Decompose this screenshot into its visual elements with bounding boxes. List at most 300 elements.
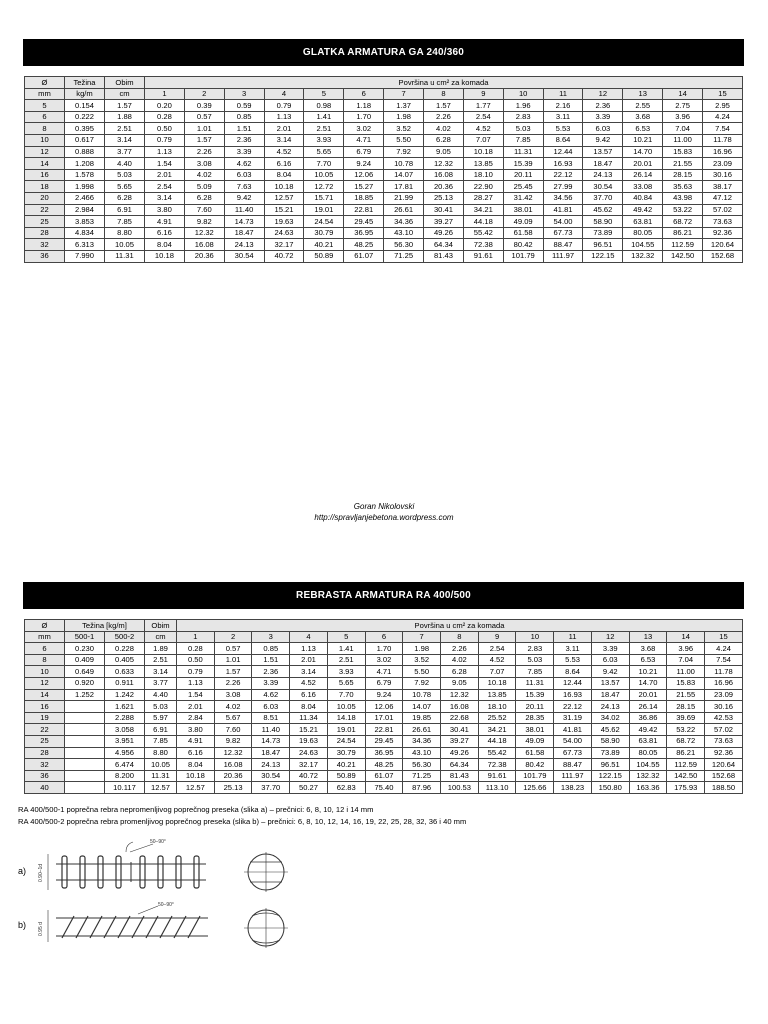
table-cell: 62.83 bbox=[327, 782, 365, 794]
table2-title: REBRASTA ARMATURA RA 400/500 bbox=[296, 590, 471, 601]
table-cell: 12.57 bbox=[177, 782, 215, 794]
table-cell: 28.15 bbox=[663, 169, 703, 181]
table-row bbox=[25, 677, 743, 689]
table-cell: 11.00 bbox=[667, 666, 705, 678]
table-cell: 0.28 bbox=[177, 643, 215, 655]
table-cell: 1.96 bbox=[503, 100, 543, 112]
table-cell: 13.85 bbox=[478, 689, 516, 701]
table-cell: 61.58 bbox=[516, 747, 554, 759]
table-cell: 67.73 bbox=[543, 227, 583, 239]
table-row bbox=[25, 169, 743, 181]
table-cell: 40.21 bbox=[304, 239, 344, 251]
table-cell: 1.41 bbox=[327, 643, 365, 655]
table-cell: 4.40 bbox=[105, 158, 145, 170]
table-cell: 4.02 bbox=[441, 654, 479, 666]
table1-count-header: 13 bbox=[623, 88, 663, 100]
table-cell: 36.95 bbox=[365, 747, 403, 759]
table-cell: 3.02 bbox=[344, 123, 384, 135]
table-cell: 81.43 bbox=[424, 250, 464, 262]
table-cell: 87.96 bbox=[403, 782, 441, 794]
cross-section-b bbox=[244, 908, 288, 948]
table-cell: 4.02 bbox=[214, 701, 252, 713]
diameter-cell: 20 bbox=[25, 192, 65, 204]
table-cell: 3.14 bbox=[145, 666, 177, 678]
table-cell: 111.97 bbox=[543, 250, 583, 262]
table-cell: 64.34 bbox=[441, 759, 479, 771]
table-row bbox=[25, 123, 743, 135]
table-cell: 3.11 bbox=[543, 111, 583, 123]
table-cell: 8.04 bbox=[264, 169, 304, 181]
table-cell: 14.73 bbox=[224, 216, 264, 228]
table-cell: 12.06 bbox=[365, 701, 403, 713]
table-cell: 50.89 bbox=[304, 250, 344, 262]
table-cell: 0.50 bbox=[145, 123, 185, 135]
table-cell: 68.72 bbox=[667, 735, 705, 747]
table-cell: 92.36 bbox=[703, 227, 743, 239]
table-row bbox=[25, 759, 743, 771]
table-cell: 1.70 bbox=[365, 643, 403, 655]
table-cell: 15.71 bbox=[304, 192, 344, 204]
table-cell: 20.01 bbox=[629, 689, 667, 701]
table-cell: 4.02 bbox=[424, 123, 464, 135]
table-cell: 0.617 bbox=[65, 134, 105, 146]
table2-count-header: 2 bbox=[214, 631, 252, 643]
table-cell: 11.40 bbox=[224, 204, 264, 216]
table-cell: 12.32 bbox=[184, 227, 224, 239]
table-cell: 6.16 bbox=[145, 227, 185, 239]
table-cell: 28.35 bbox=[516, 712, 554, 724]
table-cell: 34.36 bbox=[384, 216, 424, 228]
table2-count-header: 10 bbox=[516, 631, 554, 643]
table-cell: 26.14 bbox=[623, 169, 663, 181]
table-cell: 71.25 bbox=[384, 250, 424, 262]
table-cell: 61.58 bbox=[503, 227, 543, 239]
table-cell: 9.42 bbox=[224, 192, 264, 204]
table-cell: 0.98 bbox=[304, 100, 344, 112]
table-row bbox=[25, 747, 743, 759]
table-cell: 23.09 bbox=[705, 689, 743, 701]
table-cell: 1.998 bbox=[65, 181, 105, 193]
table-cell: 20.36 bbox=[214, 770, 252, 782]
table-cell: 49.26 bbox=[441, 747, 479, 759]
table-cell: 20.11 bbox=[516, 701, 554, 713]
table-row bbox=[25, 689, 743, 701]
table-cell bbox=[65, 724, 105, 736]
table-cell: 10.78 bbox=[384, 158, 424, 170]
table-cell: 49.42 bbox=[623, 204, 663, 216]
table-cell: 1.54 bbox=[177, 689, 215, 701]
table-row bbox=[25, 724, 743, 736]
table-cell: 2.54 bbox=[463, 111, 503, 123]
table-cell: 12.44 bbox=[543, 146, 583, 158]
table-cell bbox=[65, 701, 105, 713]
table-cell: 43.10 bbox=[384, 227, 424, 239]
table1-count-header: 1 bbox=[145, 88, 185, 100]
table-cell: 40.72 bbox=[290, 770, 328, 782]
table-cell: 2.51 bbox=[105, 123, 145, 135]
table-cell: 1.578 bbox=[65, 169, 105, 181]
table-cell: 44.18 bbox=[463, 216, 503, 228]
table-cell: 55.42 bbox=[478, 747, 516, 759]
table-cell: 5.65 bbox=[105, 181, 145, 193]
table-cell: 3.08 bbox=[214, 689, 252, 701]
table-cell: 63.81 bbox=[623, 216, 663, 228]
table-cell: 17.01 bbox=[365, 712, 403, 724]
table2-count-header: 5 bbox=[327, 631, 365, 643]
table-cell: 15.27 bbox=[344, 181, 384, 193]
table-cell: 0.395 bbox=[65, 123, 105, 135]
table-cell: 12.44 bbox=[554, 677, 592, 689]
table-row bbox=[25, 100, 743, 112]
table-cell: 25.13 bbox=[424, 192, 464, 204]
table-row bbox=[25, 701, 743, 713]
table-cell: 0.230 bbox=[65, 643, 105, 655]
table-cell: 8.64 bbox=[554, 666, 592, 678]
table-cell: 42.53 bbox=[705, 712, 743, 724]
smooth-rebar-table bbox=[24, 76, 743, 263]
table-cell: 10.18 bbox=[145, 250, 185, 262]
table-cell: 3.93 bbox=[327, 666, 365, 678]
table-cell: 15.21 bbox=[290, 724, 328, 736]
table-cell: 111.97 bbox=[554, 770, 592, 782]
table-cell: 132.32 bbox=[623, 250, 663, 262]
table-cell: 12.57 bbox=[145, 782, 177, 794]
table-cell: 6.91 bbox=[145, 724, 177, 736]
table-cell: 28.27 bbox=[463, 192, 503, 204]
table1-weight-header: Težina bbox=[65, 77, 105, 89]
diameter-cell: 25 bbox=[25, 735, 65, 747]
table-cell: 3.68 bbox=[623, 111, 663, 123]
table-cell: 75.40 bbox=[365, 782, 403, 794]
table-cell: 36.95 bbox=[344, 227, 384, 239]
table1-count-header: 14 bbox=[663, 88, 703, 100]
table-cell: 6.313 bbox=[65, 239, 105, 251]
table-cell: 8.04 bbox=[290, 701, 328, 713]
table-cell: 11.78 bbox=[703, 134, 743, 146]
table-cell: 6.53 bbox=[629, 654, 667, 666]
table-cell: 2.36 bbox=[583, 100, 623, 112]
table-cell: 61.07 bbox=[344, 250, 384, 262]
table-cell: 7.85 bbox=[145, 735, 177, 747]
table-cell: 4.62 bbox=[252, 689, 290, 701]
table-cell: 1.54 bbox=[145, 158, 185, 170]
table-cell: 4.71 bbox=[344, 134, 384, 146]
table-cell: 0.79 bbox=[177, 666, 215, 678]
table-cell: 112.59 bbox=[667, 759, 705, 771]
table-cell: 1.89 bbox=[145, 643, 177, 655]
table-cell: 16.08 bbox=[214, 759, 252, 771]
table-cell: 16.08 bbox=[424, 169, 464, 181]
table-cell: 58.90 bbox=[583, 216, 623, 228]
table-cell: 2.16 bbox=[543, 100, 583, 112]
diameter-cell: 36 bbox=[25, 250, 65, 262]
table2-count-header: 12 bbox=[591, 631, 629, 643]
table-cell: 45.62 bbox=[591, 724, 629, 736]
table-cell: 24.63 bbox=[264, 227, 304, 239]
table1-weight-unit: kg/m bbox=[65, 88, 105, 100]
table-row bbox=[25, 712, 743, 724]
table2-weight-header: Težina [kg/m] bbox=[65, 620, 145, 632]
table-cell: 30.41 bbox=[424, 204, 464, 216]
table2-area-header: Površina u cm² za komada bbox=[177, 620, 743, 632]
table-cell: 4.52 bbox=[478, 654, 516, 666]
diameter-cell: 19 bbox=[25, 712, 65, 724]
diameter-cell: 14 bbox=[25, 689, 65, 701]
table-cell: 0.85 bbox=[224, 111, 264, 123]
table-cell: 43.10 bbox=[403, 747, 441, 759]
table-cell: 7.07 bbox=[478, 666, 516, 678]
table-cell: 4.956 bbox=[105, 747, 145, 759]
table-cell: 6.03 bbox=[583, 123, 623, 135]
figure-label-b: b) bbox=[18, 920, 27, 930]
table-cell: 38.01 bbox=[503, 204, 543, 216]
table-cell: 101.79 bbox=[503, 250, 543, 262]
table-cell: 3.14 bbox=[105, 134, 145, 146]
table-cell: 3.96 bbox=[663, 111, 703, 123]
table-cell: 2.95 bbox=[703, 100, 743, 112]
table-cell: 2.54 bbox=[478, 643, 516, 655]
table-cell: 45.62 bbox=[583, 204, 623, 216]
cross-section-a bbox=[244, 852, 288, 892]
table-cell: 19.63 bbox=[290, 735, 328, 747]
table-cell: 11.40 bbox=[252, 724, 290, 736]
table-cell: 21.55 bbox=[663, 158, 703, 170]
table-cell: 138.23 bbox=[554, 782, 592, 794]
table-cell: 16.93 bbox=[543, 158, 583, 170]
table-cell: 30.54 bbox=[252, 770, 290, 782]
table-cell: 7.60 bbox=[214, 724, 252, 736]
rebar-b-drawing bbox=[38, 902, 208, 942]
table-cell: 8.64 bbox=[543, 134, 583, 146]
table-cell: 12.72 bbox=[304, 181, 344, 193]
table-cell: 7.70 bbox=[327, 689, 365, 701]
table-cell: 34.56 bbox=[543, 192, 583, 204]
table-cell: 13.57 bbox=[583, 146, 623, 158]
table-row bbox=[25, 111, 743, 123]
table-cell: 104.55 bbox=[629, 759, 667, 771]
dimension-b: 0.95 d bbox=[38, 922, 44, 936]
table-cell: 23.09 bbox=[703, 158, 743, 170]
table-cell: 16.08 bbox=[441, 701, 479, 713]
table-cell: 20.36 bbox=[424, 181, 464, 193]
table-cell: 2.51 bbox=[145, 654, 177, 666]
table-cell: 18.47 bbox=[252, 747, 290, 759]
angle-label-b: 50–90° bbox=[158, 902, 174, 908]
table-cell: 1.208 bbox=[65, 158, 105, 170]
table-cell: 1.13 bbox=[177, 677, 215, 689]
table-cell: 6.474 bbox=[105, 759, 145, 771]
table-cell: 5.50 bbox=[403, 666, 441, 678]
table-cell: 2.83 bbox=[516, 643, 554, 655]
diameter-cell: 36 bbox=[25, 770, 65, 782]
diameter-cell: 28 bbox=[25, 227, 65, 239]
table-cell: 10.05 bbox=[304, 169, 344, 181]
table-cell: 9.24 bbox=[344, 158, 384, 170]
rebar-rib-figure bbox=[18, 832, 318, 962]
table-cell: 2.83 bbox=[503, 111, 543, 123]
table-cell: 1.70 bbox=[344, 111, 384, 123]
table-cell: 0.39 bbox=[184, 100, 224, 112]
table-cell: 10.18 bbox=[177, 770, 215, 782]
table-cell: 0.85 bbox=[252, 643, 290, 655]
table1-count-header: 6 bbox=[344, 88, 384, 100]
table-cell: 96.51 bbox=[583, 239, 623, 251]
table-cell: 8.04 bbox=[145, 239, 185, 251]
table-cell: 55.42 bbox=[463, 227, 503, 239]
table-cell: 0.228 bbox=[105, 643, 145, 655]
table-row bbox=[25, 666, 743, 678]
table-cell: 11.34 bbox=[290, 712, 328, 724]
table-cell: 104.55 bbox=[623, 239, 663, 251]
table-cell: 68.72 bbox=[663, 216, 703, 228]
table-cell: 35.63 bbox=[663, 181, 703, 193]
table-cell: 4.52 bbox=[290, 677, 328, 689]
table-cell: 26.14 bbox=[629, 701, 667, 713]
table-cell: 5.03 bbox=[145, 701, 177, 713]
table-cell: 38.17 bbox=[703, 181, 743, 193]
table-cell: 122.15 bbox=[591, 770, 629, 782]
table-cell: 30.16 bbox=[705, 701, 743, 713]
table-cell: 30.54 bbox=[224, 250, 264, 262]
table-cell: 8.80 bbox=[145, 747, 177, 759]
table-cell: 0.633 bbox=[105, 666, 145, 678]
table-cell: 2.36 bbox=[224, 134, 264, 146]
table-cell: 0.222 bbox=[65, 111, 105, 123]
table-cell: 4.62 bbox=[224, 158, 264, 170]
table-cell: 26.61 bbox=[403, 724, 441, 736]
table-cell: 17.81 bbox=[384, 181, 424, 193]
table-cell: 56.30 bbox=[384, 239, 424, 251]
table-cell: 1.51 bbox=[252, 654, 290, 666]
table-cell: 11.31 bbox=[503, 146, 543, 158]
table-cell: 4.24 bbox=[705, 643, 743, 655]
table-cell: 6.28 bbox=[424, 134, 464, 146]
table-cell: 16.93 bbox=[554, 689, 592, 701]
table2-weight1-unit: 500-1 bbox=[65, 631, 105, 643]
diameter-cell: 6 bbox=[25, 643, 65, 655]
table-cell: 3.11 bbox=[554, 643, 592, 655]
table-cell: 10.117 bbox=[105, 782, 145, 794]
table-row bbox=[25, 239, 743, 251]
table-cell: 57.02 bbox=[705, 724, 743, 736]
table-cell: 58.90 bbox=[591, 735, 629, 747]
table-cell: 3.853 bbox=[65, 216, 105, 228]
table-cell: 31.42 bbox=[503, 192, 543, 204]
table-cell: 1.57 bbox=[214, 666, 252, 678]
table-cell: 0.888 bbox=[65, 146, 105, 158]
table1-header-row-2 bbox=[25, 88, 743, 100]
table-cell: 3.08 bbox=[184, 158, 224, 170]
table-cell: 10.21 bbox=[623, 134, 663, 146]
table-cell: 7.92 bbox=[403, 677, 441, 689]
table-cell: 6.91 bbox=[105, 204, 145, 216]
table-cell: 0.911 bbox=[105, 677, 145, 689]
table-cell: 10.05 bbox=[105, 239, 145, 251]
table-cell: 96.51 bbox=[591, 759, 629, 771]
table1-count-header: 4 bbox=[264, 88, 304, 100]
table-cell: 21.55 bbox=[667, 689, 705, 701]
table-cell: 7.04 bbox=[663, 123, 703, 135]
table-cell: 81.43 bbox=[441, 770, 479, 782]
author-url[interactable]: http://spravljanjebetona.wordpress.com bbox=[314, 513, 454, 522]
table-cell: 39.27 bbox=[441, 735, 479, 747]
table-cell: 0.649 bbox=[65, 666, 105, 678]
table-cell: 6.03 bbox=[252, 701, 290, 713]
table-row bbox=[25, 146, 743, 158]
table-cell: 5.97 bbox=[145, 712, 177, 724]
diameter-cell: 40 bbox=[25, 782, 65, 794]
table-cell: 29.45 bbox=[344, 216, 384, 228]
table-cell: 5.03 bbox=[503, 123, 543, 135]
table-cell: 25.45 bbox=[503, 181, 543, 193]
table-cell: 1.57 bbox=[424, 100, 464, 112]
table-cell: 2.51 bbox=[327, 654, 365, 666]
table-cell: 188.50 bbox=[705, 782, 743, 794]
table-cell: 19.01 bbox=[327, 724, 365, 736]
table-cell: 9.42 bbox=[583, 134, 623, 146]
table-cell: 7.92 bbox=[384, 146, 424, 158]
table-cell: 1.37 bbox=[384, 100, 424, 112]
table-cell: 8.80 bbox=[105, 227, 145, 239]
table-cell: 31.19 bbox=[554, 712, 592, 724]
table-cell: 15.83 bbox=[667, 677, 705, 689]
table-cell: 12.06 bbox=[344, 169, 384, 181]
table-cell: 30.54 bbox=[583, 181, 623, 193]
table1-count-header: 12 bbox=[583, 88, 623, 100]
table-cell: 163.36 bbox=[629, 782, 667, 794]
table-cell: 18.47 bbox=[224, 227, 264, 239]
table-cell: 7.990 bbox=[65, 250, 105, 262]
table-cell: 1.13 bbox=[264, 111, 304, 123]
table-cell: 3.02 bbox=[365, 654, 403, 666]
table1-header-row-1 bbox=[25, 77, 743, 89]
table1-count-header: 2 bbox=[184, 88, 224, 100]
table-cell: 6.79 bbox=[365, 677, 403, 689]
table-cell: 34.36 bbox=[403, 735, 441, 747]
table-cell: 175.93 bbox=[667, 782, 705, 794]
table1-count-header: 7 bbox=[384, 88, 424, 100]
table-cell: 10.18 bbox=[264, 181, 304, 193]
diameter-cell: 16 bbox=[25, 169, 65, 181]
table2-count-header: 7 bbox=[403, 631, 441, 643]
table-cell: 14.07 bbox=[403, 701, 441, 713]
table-cell: 3.52 bbox=[384, 123, 424, 135]
table1-count-header: 5 bbox=[304, 88, 344, 100]
table-cell: 22.90 bbox=[463, 181, 503, 193]
diameter-cell: 16 bbox=[25, 701, 65, 713]
table-cell: 120.64 bbox=[703, 239, 743, 251]
table-cell: 3.14 bbox=[264, 134, 304, 146]
table-cell: 3.68 bbox=[629, 643, 667, 655]
table-cell: 2.55 bbox=[623, 100, 663, 112]
table-cell: 22.12 bbox=[554, 701, 592, 713]
table-cell: 125.66 bbox=[516, 782, 554, 794]
table1-perimeter-header: Obim bbox=[105, 77, 145, 89]
table-cell: 132.32 bbox=[629, 770, 667, 782]
table-cell bbox=[65, 782, 105, 794]
table2-count-header: 11 bbox=[554, 631, 592, 643]
table-cell: 39.69 bbox=[667, 712, 705, 724]
table-cell: 1.57 bbox=[105, 100, 145, 112]
table1-count-header: 10 bbox=[503, 88, 543, 100]
table-cell: 113.10 bbox=[478, 782, 516, 794]
table-cell: 120.64 bbox=[705, 759, 743, 771]
figure-label-a: a) bbox=[18, 866, 27, 876]
table-cell: 12.32 bbox=[441, 689, 479, 701]
table-cell: 4.91 bbox=[145, 216, 185, 228]
table-cell: 6.03 bbox=[591, 654, 629, 666]
table-cell: 54.00 bbox=[543, 216, 583, 228]
